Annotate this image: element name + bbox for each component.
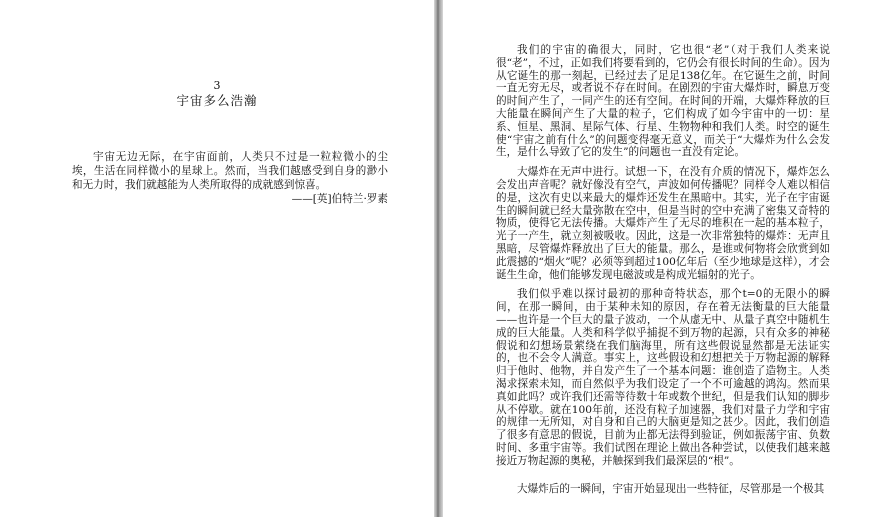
epigraph-attribution: ——[英]伯特兰·罗素 xyxy=(291,193,388,205)
book-spine-gutter xyxy=(434,0,443,517)
chapter-title: 宇宙多么浩瀚 xyxy=(176,93,258,108)
epigraph: 宇宙无边无际，在宇宙面前，人类只不过是一粒粒微小的尘埃，生活在同样微小的星球上。然而，当我们越感受到自身的渺小和无力时，我们就越能为人类所取得的成就感到惊喜。 xyxy=(72,151,388,191)
left-page xyxy=(0,0,434,517)
paragraph: 大爆炸后的一瞬间，宇宙开始显现出一些特征，尽管那是一个极其 xyxy=(517,482,825,495)
paragraph: 大爆炸在无声中进行。试想一下，在没有介质的情况下，爆炸怎么会发出声音呢？就好像没有空气，声波如何传播呢？同样令人难以相信的是，这次有史以来最大的爆炸还发生在黑暗中。其实，光子在宇宙诞生的瞬间就已经大量弥散在空中，但是当时的空中充满了密集又奇特的物质，使得它无法传播。大爆炸产生了无尽的堆积在一起的基本粒子，光子一产生，就立刻被吸收。因此，这是一次非常独特的爆炸：无声且黑暗，尽管爆炸释放出了巨大的能量。那么，是谁或何物将会欣赏到如此震撼的“烟火”呢？必须等到超过100亿年后（至少地球是这样），才会诞生生命，他们能够发现电磁波或是构成光辐射的光子。 xyxy=(496,166,830,281)
right-page-body xyxy=(496,44,830,502)
paragraph: 我们的宇宙的确很大，同时，它也很“老”（对于我们人类来说很“老”，不过，正如我们将要看到的，它仍会有很长时间的生命）。因为从它诞生的那一刻起，已经过去了足足138亿年。在它诞生之前，时间一直无穷无尽，或者说不存在时间。在剧烈的宇宙大爆炸时，瞬息万变的时间产生了，一同产生的还有空间。在时间的开端，大爆炸释放的巨大能量在瞬间产生了大量的粒子，它们构成了如今宇宙中的一切：星系、恒星、黑洞、星际气体、行星、生物物种和我们人类。时空的诞生使“宇宙之前有什么”的问题变得毫无意义，而关于“大爆炸为什么会发生，是什么导致了它的发生”的问题也一直没有定论。 xyxy=(496,44,830,159)
chapter-number: 3 xyxy=(213,79,221,92)
paragraph: 我们似乎难以探讨最初的那种奇特状态，那个t=0的无限小的瞬间，在那一瞬间，由于某种未知的原因，存在着无法衡量的巨大能量——也许是一个巨大的量子波动，一个从虚无中、从量子真空中随机生成的巨大能量。人类和科学似乎捕捉不到万物的起源，只有众多的神秘假说和幻想场景萦绕在我们脑海里，所有这些假说显然都是无法证实的，也不会令人满意。事实上，这些假设和幻想把关于万物起源的解释归于他时、他物，并自发产生了一个基本问题：谁创造了造物主。人类渴求探索未知，而自然似乎为我们设定了一个不可逾越的鸿沟。然而果真如此吗？或许我们还需等待数十年或数个世纪，但是我们认知的脚步从不停歇。就在100年前，还没有粒子加速器，我们对量子力学和宇宙的规律一无所知，对自身和自己的大脑更是知之甚少。因此，我们创造了很多有意思的假说，目前为止都无法得到验证，例如振荡宇宙、负数时间、多重宇宙等。我们试图在理论上做出各种尝试，以使我们越来越接近万物起源的奥秘，并触探到我们最深层的“根”。 xyxy=(496,288,830,467)
